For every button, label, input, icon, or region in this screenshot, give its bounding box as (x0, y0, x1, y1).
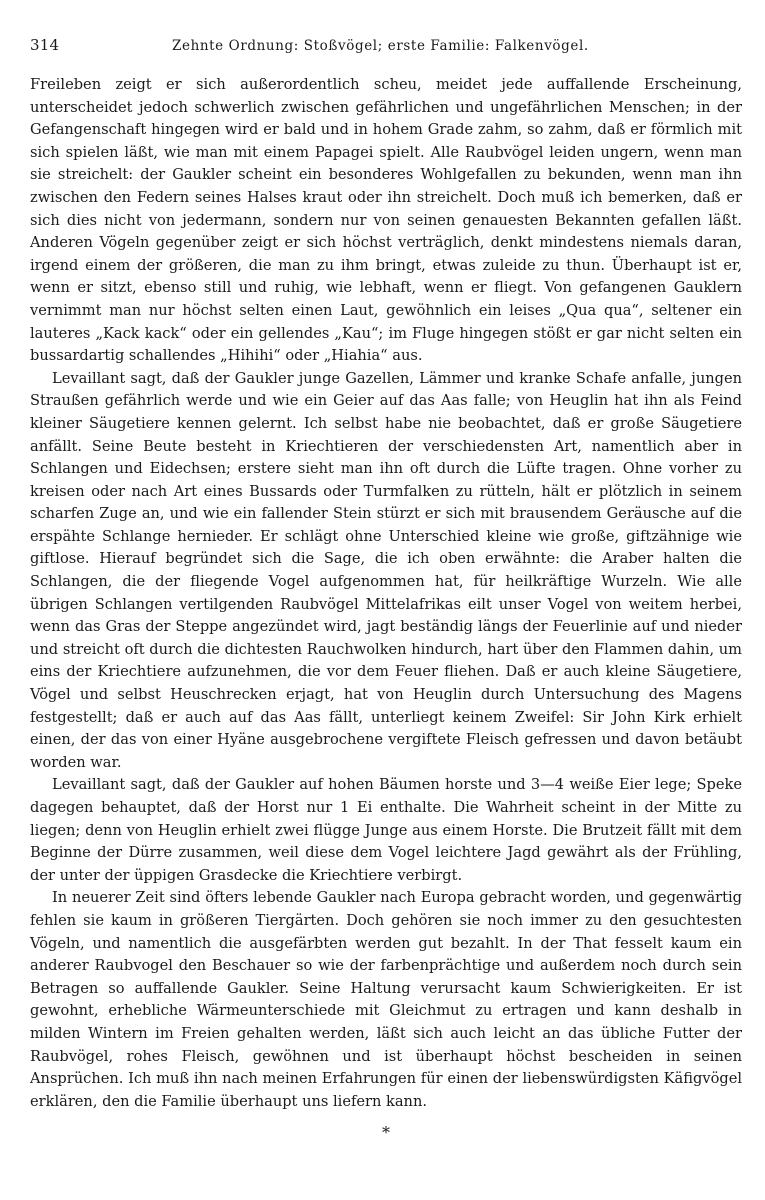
paragraph-3: Levaillant sagt, daß der Gaukler auf hohen Bäumen horste und 3—4 weiße Eier lege; Speke dagegen behauptet, daß der Horst nur 1 Ei enthalte. Die Wahrheit scheint in der Mitte zu liegen; denn von Heuglin erhielt zwei flügge Junge aus einem Horste. Die Brutzeit fällt mit dem Beginne der Dürre zusammen, weil diese dem Vogel leichtere Jagd gewährt als der Frühling, der unter der üppigen Grasdecke die Kriechtiere verbirgt. (30, 776, 742, 884)
paragraph-1: Freileben zeigt er sich außerordentlich scheu, meidet jede auffallende Erscheinung, unterscheidet jedoch schwerlich zwischen gefährlichen und ungefährlichen Menschen; in der Gefangenschaft hingegen wird er bald und in hohem Grade zahm, so zahm, daß er förmlich mit sich spielen läßt, wie man mit einem Papagei spielt. Alle Raubvögel leiden ungern, wenn man sie streichelt: der Gaukler scheint ein besonderes Wohlgefallen zu bekunden, wenn man ihn zwischen den Federn seines Halses kraut oder ihn streichelt. Doch muß ich bemerken, daß er sich dies nicht von jedermann, sondern nur von seinen genauesten Bekannten gefallen läßt. Anderen Vögeln gegenüber zeigt er sich höchst verträglich, denkt mindestens niemals daran, irgend einem der größeren, die man zu ihm bringt, etwas zuleide zu thun. Überhaupt ist er, wenn er sitzt, ebenso still und ruhig, wie lebhaft, wenn er fliegt. Von gefangenen Gauklern vernimmt man nur höchst selten einen Laut, gewöhnlich ein leises „Qua qua“, seltener ein lauteres „Kack kack“ oder ein gellendes „Kau“; im Fluge hingegen stößt er gar nicht selten ein bussardartig schallendes „Hihihi“ oder „Hiahia“ aus. (30, 76, 742, 365)
running-head: Zehnte Ordnung: Stoßvögel; erste Familie: Falkenvögel. (172, 38, 589, 54)
page-header (30, 36, 742, 60)
footer-asterisk: * (382, 1123, 390, 1143)
paragraph-4: In neuerer Zeit sind öfters lebende Gaukler nach Europa gebracht worden, und gegenwärtig fehlen sie kaum in größeren Tiergärten. Doch gehören sie noch immer zu den gesuchtesten Vögeln, und namentlich die ausgefärbten werden gut bezahlt. In der That fesselt kaum ein anderer Raubvogel den Beschauer so wie der farbenprächtige und außerdem noch durch sein Betragen so auffallende Gaukler. Seine Haltung verursacht kaum Schwierigkeiten. Er ist gewohnt, erhebliche Wärmeunterschiede mit Gleichmut zu ertragen und kann deshalb in milden Wintern im Freien gehalten werden, läßt sich auch leicht an das übliche Futter der Raubvögel, rohes Fleisch, gewöhnen und ist überhaupt höchst bescheiden in seinen Ansprüchen. Ich muß ihn nach meinen Erfahrungen für einen der liebenswürdigsten Käfigvögel erklären, den die Familie überhaupt uns liefern kann. (30, 889, 742, 1110)
page-number: 314 (30, 36, 60, 54)
body-text (30, 74, 742, 1113)
paragraph-2: Levaillant sagt, daß der Gaukler junge Gazellen, Lämmer und kranke Schafe anfalle, jungen Straußen gefährlich werde und wie ein Geier auf das Aas falle; von Heuglin hat ihn als Feind kleiner Säugetiere kennen gelernt. Ich selbst habe nie beobachtet, daß er große Säugetiere anfällt. Seine Beute besteht in Kriechtieren der verschiedensten Art, namentlich aber in Schlangen und Eidechsen; erstere sieht man ihn oft durch die Lüfte tragen. Ohne vorher zu kreisen oder nach Art eines Bussards oder Turmfalken zu rütteln, hält er plötzlich in seinem scharfen Zuge an, und wie ein fallender Stein stürzt er sich mit brausendem Geräusche auf die erspähte Schlange hernieder. Er schlägt ohne Unterschied kleine wie große, giftzähnige wie giftlose. Hierauf begründet sich die Sage, die ich oben erwähnte: die Araber halten die Schlangen, die der fliegende Vogel aufgenommen hat, für heilkräftige Wurzeln. Wie alle übrigen Schlangen vertilgenden Raubvögel Mittelafrikas eilt unser Vogel von weitem herbei, wenn das Gras der Steppe angezündet wird, jagt beständig längs der Feuerlinie auf und nieder und streicht oft durch die dichtesten Rauchwolken hindurch, hart über den Flammen dahin, um eins der Kriechtiere aufzunehmen, die vor dem Feuer fliehen. Daß er auch kleine Säugetiere, Vögel und selbst Heuschrecken erjagt, hat von Heuglin durch Untersuchung des Magens festgestellt; daß er auch auf das Aas fällt, unterliegt keinem Zweifel: Sir John Kirk erhielt einen, der das von einer Hyäne ausgebrochene vergiftete Fleisch gefressen und davon betäubt worden war. (30, 369, 742, 771)
book-page (30, 36, 742, 1142)
